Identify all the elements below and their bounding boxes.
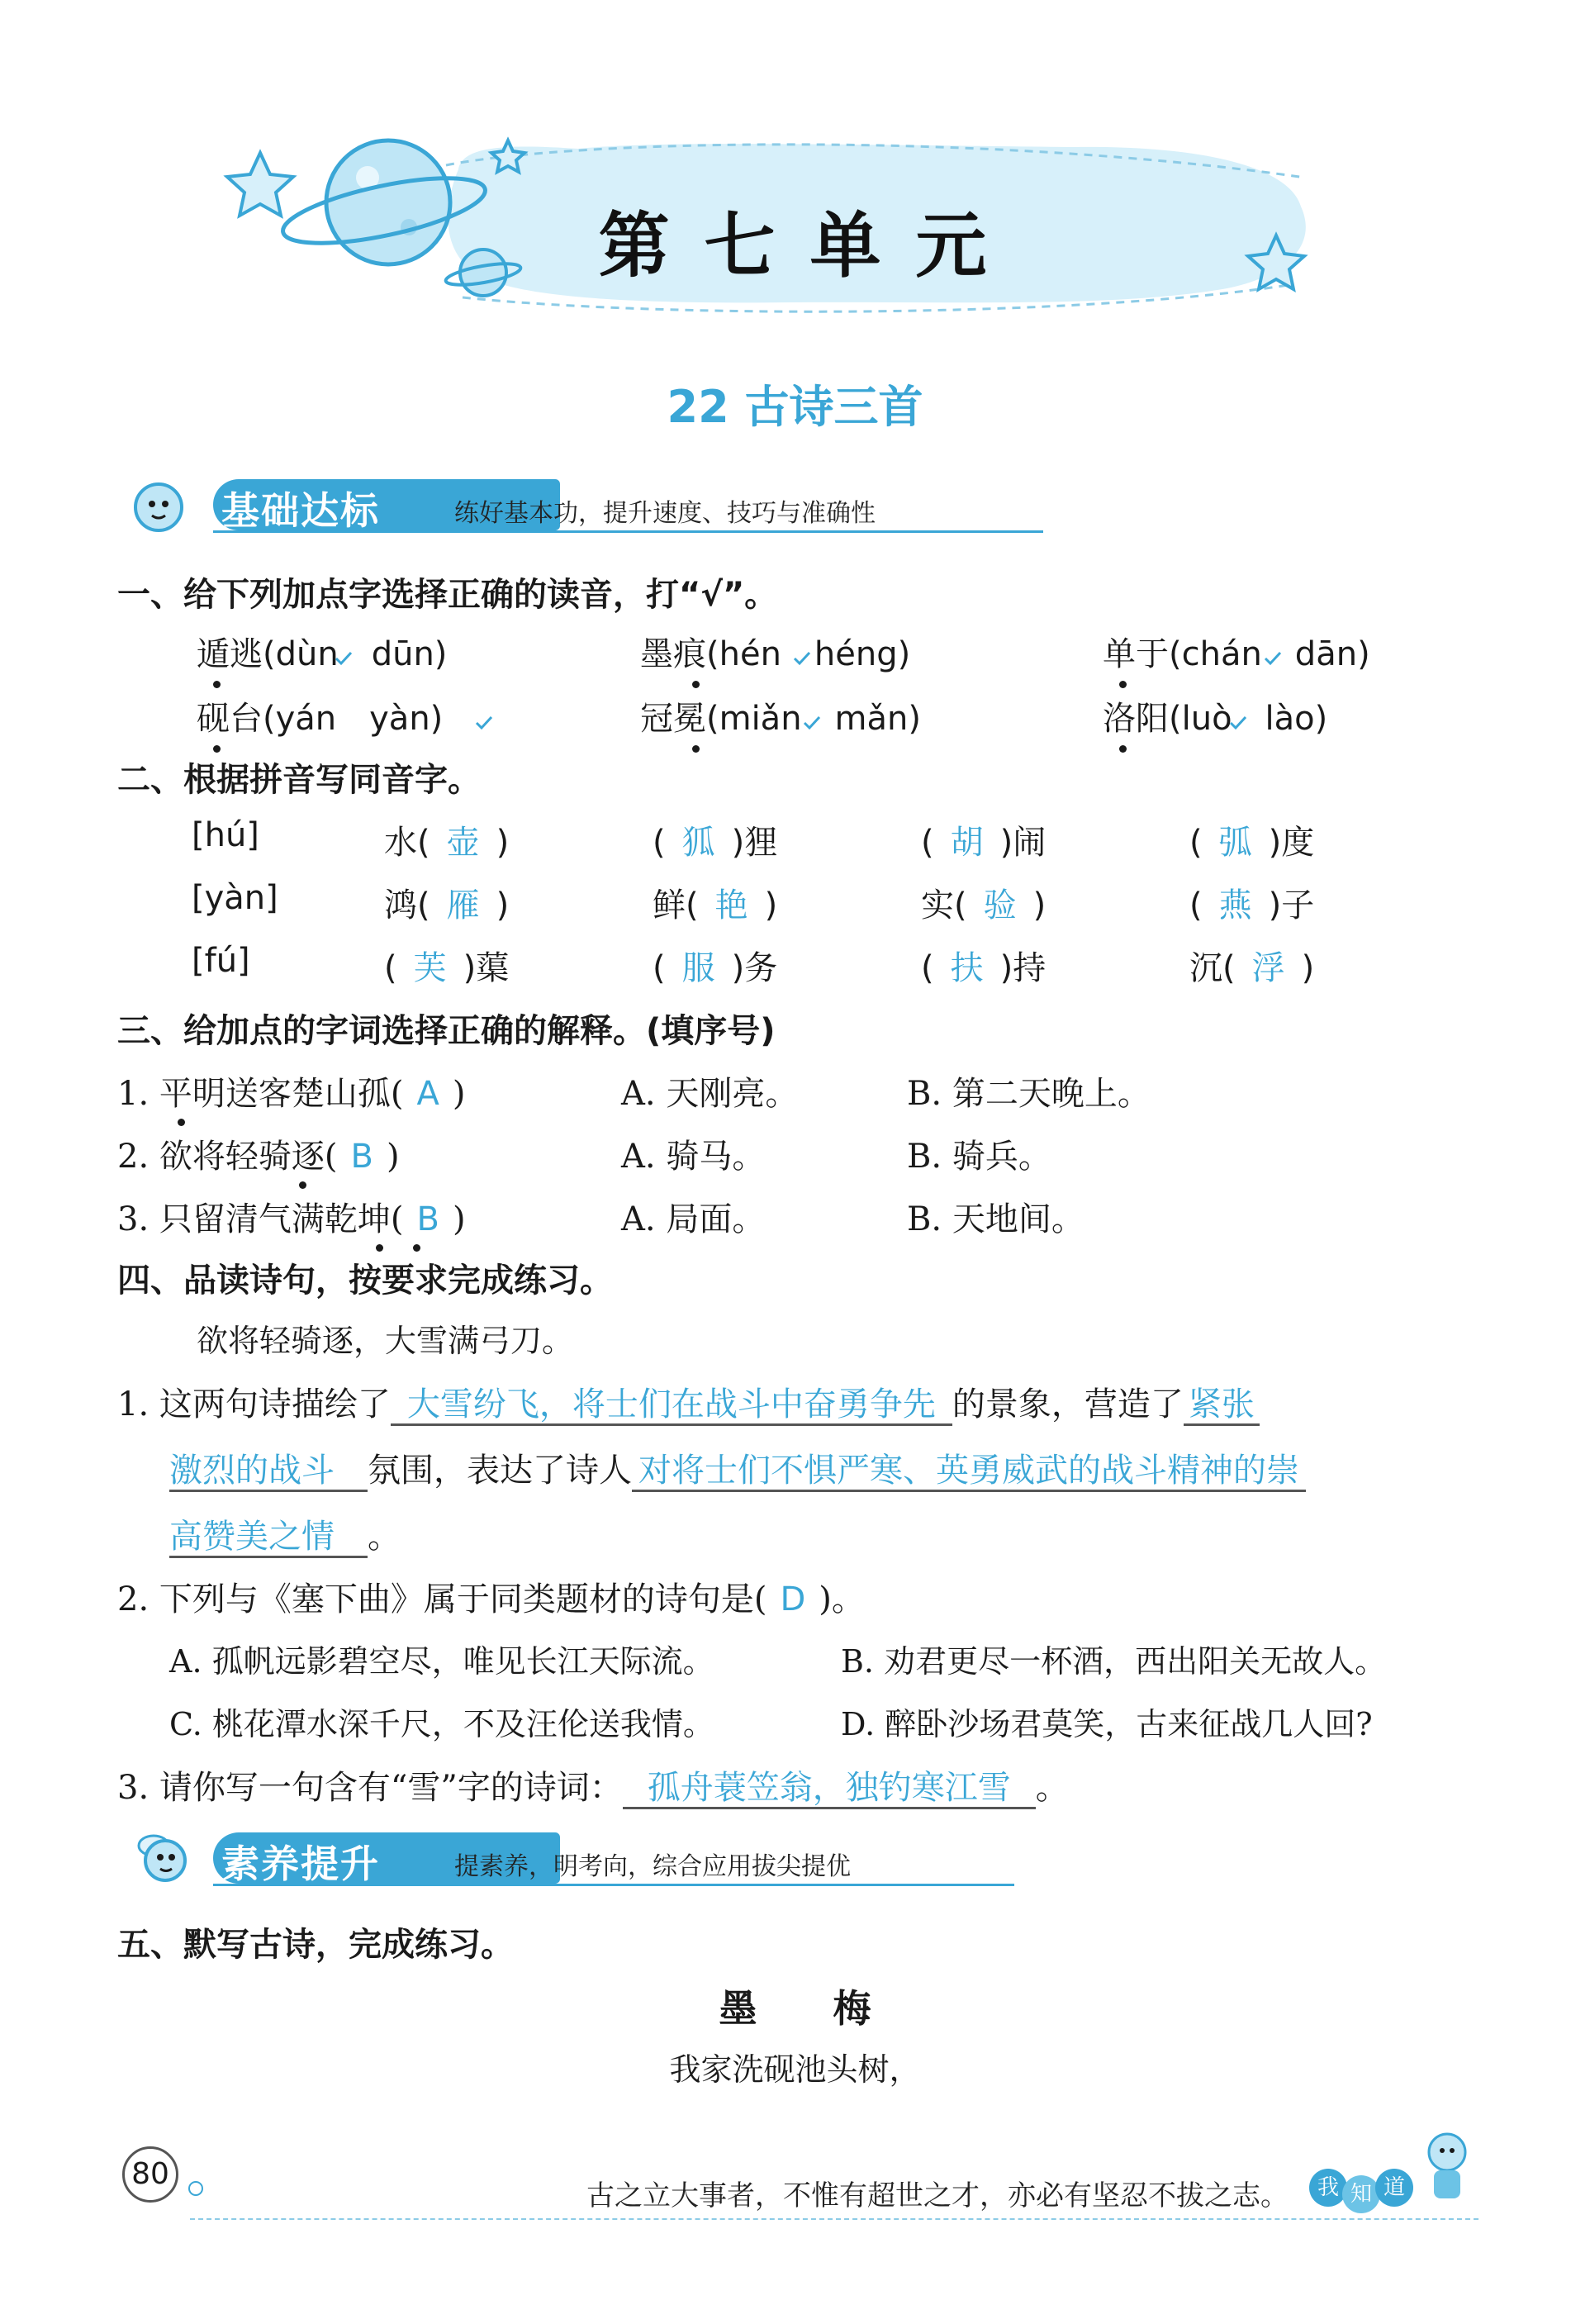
q3-option-b: B. 骑兵。 [907, 1138, 1051, 1176]
q2-cell: 实( 验 ) [921, 886, 1047, 924]
q2-cell: 水( 壶 ) [384, 824, 510, 862]
badge-char: 道 [1375, 2169, 1413, 2207]
mascot-icon [124, 479, 223, 537]
q4-option-b: B. 劝君更尽一杯酒，西出阳关无故人。 [841, 1643, 1387, 1680]
section-subtitle-improve: 提素养，明考向，综合应用拔尖提优 [454, 1852, 851, 1881]
check-mark-icon [335, 651, 353, 666]
q4-option-c: C. 桃花潭水深千尺，不及汪伦送我情。 [169, 1706, 714, 1742]
question-5-title: 五、默写古诗，完成练习。 [117, 1926, 514, 1964]
unit-title: 第 七 单 元 [598, 205, 992, 288]
q1-item-4: 砚台(yán yàn) [197, 700, 444, 738]
q2-cell: ( 扶 )持 [921, 949, 1047, 987]
q2-cell: 鲜( 艳 ) [653, 886, 778, 924]
check-mark-icon [793, 651, 811, 666]
question-1-title: 一、给下列加点字选择正确的读音，打“√”。 [117, 576, 778, 614]
footer-divider [190, 2218, 1478, 2220]
q2-cell: ( 芙 )蕖 [384, 949, 510, 987]
q2-cell: 鸿( 雁 ) [384, 886, 510, 924]
q3-option-b: B. 天地间。 [907, 1200, 1085, 1238]
q4-sub1-line1: 1. 这两句诗描绘了 大雪纷飞，将士们在战斗中奋勇争先 的景象，营造了 紧张 [117, 1378, 1260, 1425]
q4-option-a: A. 孤帆远影碧空尽，唯见长江天际流。 [169, 1643, 714, 1680]
q1-item-5: 冠冕(miǎn mǎn) [640, 700, 921, 738]
q4-sub3: 3. 请你写一句含有“雪”字的诗词： 孤舟蓑笠翁，独钓寒江雪 。 [117, 1761, 1069, 1808]
q2-cell: 沉( 浮 ) [1189, 949, 1315, 987]
q4-sub2: 2. 下列与《塞下曲》属于同类题材的诗句是( D )。 [117, 1580, 865, 1618]
q3-option-b: B. 第二天晚上。 [907, 1075, 1151, 1113]
emphasis-dot [1119, 745, 1127, 753]
section-badge-basic: 基础达标 [221, 488, 380, 533]
section-subtitle-basic: 练好基本功，提升速度、技巧与准确性 [454, 499, 876, 528]
q4-option-d: D. 醉卧沙场君莫笑，古来征战几人回? [841, 1706, 1373, 1742]
emphasis-dot [299, 1181, 306, 1189]
q3-item-1: 1. 平明送客楚山孤( A ) [117, 1075, 466, 1113]
bee-mascot-icon [124, 1827, 223, 1894]
lesson-title: 22 古诗三首 [667, 381, 923, 433]
footer-circle-decoration [188, 2181, 203, 2196]
q3-option-a: A. 局面。 [621, 1200, 766, 1238]
q3-option-a: A. 骑马。 [621, 1138, 766, 1176]
question-4-title: 四、品读诗句，按要求完成练习。 [117, 1262, 613, 1300]
boy-mascot-icon [1412, 2127, 1478, 2210]
q3-option-a: A. 天刚亮。 [621, 1075, 799, 1113]
q3-item-2: 2. 欲将轻骑逐( B ) [117, 1138, 400, 1176]
question-3-title: 三、给加点的字词选择正确的解释。(填序号) [117, 1012, 776, 1050]
emphasis-dot [692, 681, 700, 688]
emphasis-dot [376, 1244, 383, 1252]
header-decoration [0, 0, 1590, 364]
q1-item-3: 单于(chán dān) [1103, 635, 1370, 673]
section-header-improve [124, 1832, 925, 1886]
q1-item-2: 墨痕(hén héng) [640, 635, 911, 673]
pinyin-label: [fú] [192, 942, 250, 980]
poem-line-1: 我家洗砚池头树， [669, 2051, 921, 2088]
q2-cell: ( 服 )务 [653, 949, 778, 987]
q2-cell: ( 燕 )子 [1189, 886, 1315, 924]
poem-title: 墨 梅 [719, 1986, 871, 2031]
emphasis-dot [1119, 681, 1127, 688]
pinyin-label: [yàn] [192, 879, 278, 917]
badge-char: 知 [1342, 2175, 1380, 2213]
check-mark-icon [803, 715, 821, 730]
q4-poem-line: 欲将轻骑逐，大雪满弓刀。 [197, 1323, 574, 1359]
q1-item-1: 遁逃(dùn dūn) [197, 635, 448, 673]
question-2-title: 二、根据拼音写同音字。 [117, 761, 481, 799]
emphasis-dot [213, 745, 221, 753]
pinyin-label: [hú] [192, 816, 259, 854]
check-mark-icon [1264, 651, 1282, 666]
q2-cell: ( 弧 )度 [1189, 824, 1315, 862]
q3-item-3: 3. 只留清气满乾坤( B ) [117, 1200, 466, 1238]
q1-item-6: 洛阳(luò lào) [1103, 700, 1328, 738]
page-number: 80 [122, 2146, 178, 2203]
q2-cell: ( 胡 )闹 [921, 824, 1047, 862]
emphasis-dot [213, 681, 221, 688]
badge-char: 我 [1309, 2169, 1347, 2207]
q2-cell: ( 狐 )狸 [653, 824, 778, 862]
check-mark-icon [1229, 715, 1247, 730]
q4-sub1-line3: 高赞美之情 。 [169, 1510, 401, 1557]
emphasis-dot [413, 1244, 420, 1252]
section-header-basic [124, 479, 954, 533]
footer-quote: 古之立大事者，不惟有超世之才，亦必有坚忍不拔之志。 [586, 2179, 1289, 2212]
section-badge-improve: 素养提升 [221, 1842, 380, 1886]
emphasis-dot [178, 1119, 185, 1126]
q4-sub1-line2: 激烈的战斗 氛围，表达了诗人 对将士们不惧严寒、英勇威武的战斗精神的崇 [169, 1444, 1306, 1491]
check-mark-icon [475, 715, 493, 730]
emphasis-dot [692, 745, 700, 753]
